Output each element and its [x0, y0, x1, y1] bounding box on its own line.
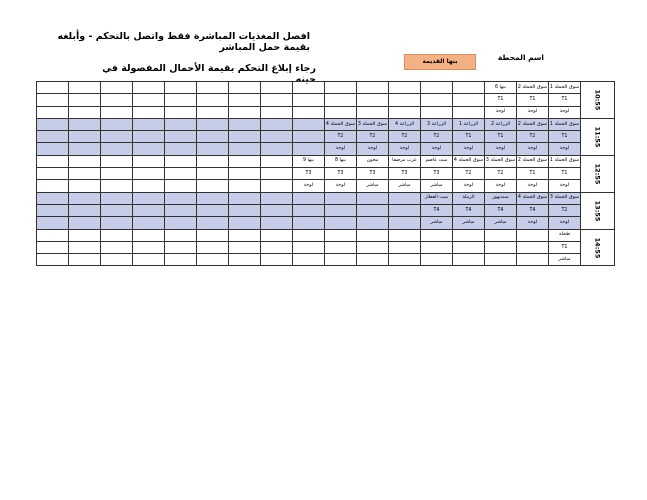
schedule-row	[37, 241, 615, 253]
schedule-row	[37, 82, 615, 94]
schedule-cell	[69, 217, 101, 229]
schedule-cell: سوق الجملة 1	[549, 155, 581, 167]
schedule-cell	[293, 192, 325, 204]
time-slot-cell	[581, 82, 615, 119]
schedule-cell: سوق الجملة 1	[549, 118, 581, 130]
schedule-cell	[453, 82, 485, 94]
schedule-cell	[165, 82, 197, 94]
schedule-cell: سوق الجملة 4	[517, 192, 549, 204]
schedule-cell	[389, 254, 421, 266]
schedule-cell: لوحة	[517, 106, 549, 118]
schedule-cell	[389, 94, 421, 106]
schedule-cell	[197, 254, 229, 266]
schedule-cell: لوحة	[549, 143, 581, 155]
schedule-row	[37, 254, 615, 266]
schedule-cell	[133, 254, 165, 266]
schedule-cell	[421, 82, 453, 94]
schedule-cell: T3	[357, 168, 389, 180]
time-slot-cell	[581, 229, 615, 266]
schedule-cell	[101, 82, 133, 94]
schedule-cell	[197, 229, 229, 241]
schedule-cell	[453, 241, 485, 253]
time-slot-cell	[581, 192, 615, 229]
schedule-cell	[37, 204, 69, 216]
schedule-cell	[197, 82, 229, 94]
schedule-cell: T1	[453, 131, 485, 143]
time-slot-label: 11:55	[593, 126, 602, 148]
schedule-cell	[101, 192, 133, 204]
schedule-cell	[389, 229, 421, 241]
schedule-cell	[293, 217, 325, 229]
schedule-cell	[133, 143, 165, 155]
schedule-cell	[389, 82, 421, 94]
schedule-cell	[229, 118, 261, 130]
schedule-cell	[69, 106, 101, 118]
time-slot-label: 10:55	[593, 89, 602, 111]
time-slot-cell	[581, 118, 615, 155]
schedule-cell	[261, 254, 293, 266]
schedule-cell	[517, 229, 549, 241]
schedule-cell	[37, 241, 69, 253]
schedule-cell: مباشر	[549, 254, 581, 266]
schedule-cell	[197, 143, 229, 155]
schedule-cell: سوق الجملة 2	[517, 118, 549, 130]
schedule-cell: T1	[485, 94, 517, 106]
schedule-cell	[293, 143, 325, 155]
schedule-cell	[37, 180, 69, 192]
schedule-row	[37, 180, 615, 192]
schedule-cell	[165, 143, 197, 155]
schedule-cell	[293, 204, 325, 216]
schedule-cell	[165, 229, 197, 241]
schedule-cell: لوحة	[485, 106, 517, 118]
schedule-cell	[261, 180, 293, 192]
schedule-cell: محون	[357, 155, 389, 167]
schedule-row	[37, 94, 615, 106]
schedule-cell	[261, 217, 293, 229]
schedule-cell: لوحة	[453, 180, 485, 192]
schedule-cell: طحلة	[549, 229, 581, 241]
schedule-cell	[357, 94, 389, 106]
schedule-cell: مباشر	[389, 180, 421, 192]
schedule-cell	[37, 254, 69, 266]
schedule-cell	[389, 241, 421, 253]
schedule-cell	[229, 180, 261, 192]
schedule-cell	[357, 82, 389, 94]
schedule-cell	[37, 155, 69, 167]
schedule-cell	[325, 94, 357, 106]
schedule-cell	[229, 94, 261, 106]
schedule-cell	[261, 131, 293, 143]
schedule-cell	[197, 168, 229, 180]
schedule-cell: لوحة	[293, 180, 325, 192]
schedule-cell	[325, 241, 357, 253]
schedule-cell: T3	[325, 168, 357, 180]
schedule-cell	[165, 254, 197, 266]
schedule-cell	[229, 131, 261, 143]
schedule-cell	[101, 180, 133, 192]
time-slot-label: 14:55	[593, 237, 602, 258]
schedule-cell	[133, 204, 165, 216]
schedule-row	[37, 229, 615, 241]
schedule-cell	[229, 192, 261, 204]
schedule-cell: T2	[357, 131, 389, 143]
schedule-row	[37, 204, 615, 216]
schedule-cell: T1	[517, 168, 549, 180]
schedule-cell	[325, 192, 357, 204]
schedule-cell	[421, 254, 453, 266]
schedule-cell: مباشر	[485, 217, 517, 229]
schedule-cell	[389, 217, 421, 229]
schedule-cell: T2	[453, 168, 485, 180]
schedule-cell: الزراعة 2	[485, 118, 517, 130]
schedule-row	[37, 168, 615, 180]
schedule-cell: لوحة	[325, 143, 357, 155]
schedule-cell: T2	[485, 168, 517, 180]
schedule-cell: T4	[517, 204, 549, 216]
schedule-cell	[165, 131, 197, 143]
schedule-cell	[389, 192, 421, 204]
schedule-row	[37, 143, 615, 155]
schedule-cell	[101, 254, 133, 266]
schedule-cell	[229, 143, 261, 155]
schedule-row	[37, 192, 615, 204]
schedule-cell: T2	[325, 131, 357, 143]
schedule-cell	[101, 106, 133, 118]
schedule-cell	[261, 82, 293, 94]
schedule-cell	[69, 180, 101, 192]
schedule-row	[37, 217, 615, 229]
schedule-cell: T4	[421, 204, 453, 216]
schedule-cell: بنها 8	[325, 155, 357, 167]
schedule-cell: لوحة	[517, 217, 549, 229]
schedule-cell	[37, 229, 69, 241]
schedule-cell	[261, 168, 293, 180]
schedule-cell	[101, 94, 133, 106]
schedule-cell	[133, 118, 165, 130]
schedule-cell	[197, 192, 229, 204]
schedule-cell: مباشر	[421, 180, 453, 192]
schedule-cell	[165, 180, 197, 192]
schedule-cell: سوق الجملة 3	[357, 118, 389, 130]
schedule-cell	[389, 106, 421, 118]
schedule-cell	[517, 254, 549, 266]
instruction-title: افصل المغذيات المباشرة فقط واتصل بالتحكم - وأبلغه بقيمة حمل المباشر	[57, 31, 310, 53]
schedule-cell	[197, 94, 229, 106]
schedule-cell: بنها 6	[485, 82, 517, 94]
schedule-cell	[133, 241, 165, 253]
schedule-cell	[357, 204, 389, 216]
schedule-cell: T1	[549, 168, 581, 180]
schedule-cell: لوحة	[549, 180, 581, 192]
schedule-cell: بنها 9	[293, 155, 325, 167]
schedule-cell: الزراعة 3	[421, 118, 453, 130]
schedule-cell	[133, 94, 165, 106]
schedule-cell	[101, 204, 133, 216]
schedule-cell	[101, 241, 133, 253]
schedule-cell	[37, 143, 69, 155]
schedule-cell	[165, 168, 197, 180]
schedule-cell: لوحة	[325, 180, 357, 192]
schedule-cell	[197, 131, 229, 143]
schedule-cell	[485, 241, 517, 253]
schedule-cell	[165, 118, 197, 130]
schedule-cell	[421, 94, 453, 106]
schedule-cell	[37, 106, 69, 118]
schedule-cell	[101, 118, 133, 130]
schedule-cell	[133, 229, 165, 241]
schedule-cell	[229, 168, 261, 180]
schedule-cell	[261, 192, 293, 204]
schedule-cell: T1	[517, 94, 549, 106]
schedule-cell: لوحة	[389, 143, 421, 155]
schedule-cell: لوحة	[421, 143, 453, 155]
load-shedding-schedule-table	[36, 81, 615, 266]
schedule-cell	[197, 155, 229, 167]
schedule-cell	[165, 217, 197, 229]
schedule-cell	[197, 241, 229, 253]
schedule-cell	[229, 82, 261, 94]
schedule-cell	[325, 229, 357, 241]
schedule-cell: T3	[293, 168, 325, 180]
schedule-cell: سندنهور	[485, 192, 517, 204]
schedule-cell	[357, 217, 389, 229]
schedule-cell	[133, 217, 165, 229]
schedule-cell	[453, 254, 485, 266]
schedule-cell	[37, 168, 69, 180]
schedule-cell: T2	[389, 131, 421, 143]
schedule-cell	[69, 229, 101, 241]
schedule-cell	[357, 229, 389, 241]
schedule-cell: T1	[549, 94, 581, 106]
schedule-cell	[357, 106, 389, 118]
schedule-cell	[229, 254, 261, 266]
schedule-row	[37, 118, 615, 130]
schedule-cell	[293, 254, 325, 266]
time-slot-cell	[581, 155, 615, 192]
station-name-box: بنها القديمة	[404, 54, 476, 70]
schedule-cell: T2	[421, 131, 453, 143]
schedule-cell	[101, 143, 133, 155]
schedule-cell	[37, 94, 69, 106]
schedule-cell: سوق الجملة 3	[549, 192, 581, 204]
instruction-subtitle: رجاء إبلاغ التحكم بقيمة الأحمال المفصولة في حينه	[102, 63, 316, 85]
schedule-cell: ميت العطار	[421, 192, 453, 204]
schedule-cell	[197, 106, 229, 118]
schedule-cell	[133, 131, 165, 143]
schedule-cell	[293, 241, 325, 253]
schedule-cell: ميت عاصم	[421, 155, 453, 167]
time-slot-label: 13:55	[593, 200, 602, 221]
schedule-cell	[69, 168, 101, 180]
schedule-cell	[485, 254, 517, 266]
schedule-cell: لوحة	[485, 143, 517, 155]
schedule-cell	[37, 192, 69, 204]
schedule-cell	[261, 155, 293, 167]
schedule-cell	[165, 94, 197, 106]
schedule-cell	[133, 82, 165, 94]
schedule-cell: T4	[485, 204, 517, 216]
schedule-cell	[37, 82, 69, 94]
schedule-cell	[357, 192, 389, 204]
schedule-cell	[69, 155, 101, 167]
schedule-row	[37, 155, 615, 167]
schedule-cell	[69, 204, 101, 216]
schedule-cell	[165, 192, 197, 204]
schedule-cell	[197, 180, 229, 192]
schedule-cell	[37, 217, 69, 229]
schedule-cell	[133, 106, 165, 118]
schedule-cell	[261, 94, 293, 106]
schedule-cell	[517, 241, 549, 253]
schedule-cell	[165, 241, 197, 253]
schedule-cell	[325, 204, 357, 216]
schedule-cell: مباشر	[357, 180, 389, 192]
schedule-cell	[229, 204, 261, 216]
schedule-row	[37, 106, 615, 118]
schedule-cell	[229, 241, 261, 253]
schedule-cell: سوق الجملة 3	[485, 155, 517, 167]
schedule-cell: سوق الجملة 1	[549, 82, 581, 94]
schedule-cell: T2	[517, 131, 549, 143]
schedule-cell: سوق الجملة 4	[325, 118, 357, 130]
schedule-cell	[357, 254, 389, 266]
schedule-cell: لوحة	[485, 180, 517, 192]
schedule-cell	[133, 180, 165, 192]
schedule-row	[37, 131, 615, 143]
schedule-cell	[229, 229, 261, 241]
schedule-cell: T3	[421, 168, 453, 180]
schedule-cell	[229, 155, 261, 167]
schedule-cell	[261, 118, 293, 130]
schedule-cell	[421, 241, 453, 253]
schedule-cell	[101, 131, 133, 143]
schedule-cell: لوحة	[549, 106, 581, 118]
schedule-cell: T2	[549, 204, 581, 216]
schedule-cell	[325, 82, 357, 94]
schedule-cell: T1	[549, 241, 581, 253]
schedule-cell	[197, 204, 229, 216]
schedule-cell	[69, 192, 101, 204]
schedule-cell: مباشر	[421, 217, 453, 229]
schedule-cell	[69, 94, 101, 106]
schedule-cell: سوق الجملة 2	[517, 155, 549, 167]
schedule-cell	[485, 229, 517, 241]
schedule-cell	[261, 229, 293, 241]
schedule-cell: عزب مرصفا	[389, 155, 421, 167]
schedule-cell	[325, 254, 357, 266]
schedule-cell	[165, 155, 197, 167]
schedule-cell	[37, 131, 69, 143]
schedule-cell	[389, 204, 421, 216]
schedule-cell	[197, 217, 229, 229]
schedule-cell	[261, 204, 293, 216]
schedule-cell	[133, 192, 165, 204]
schedule-cell: الزراعة 4	[389, 118, 421, 130]
schedule-cell	[101, 168, 133, 180]
schedule-cell: الرملة	[453, 192, 485, 204]
schedule-cell	[453, 229, 485, 241]
schedule-cell: الزراعة 1	[453, 118, 485, 130]
schedule-cell	[261, 143, 293, 155]
schedule-cell	[421, 106, 453, 118]
schedule-cell: T1	[485, 131, 517, 143]
schedule-cell	[261, 106, 293, 118]
schedule-cell	[453, 94, 485, 106]
schedule-cell	[293, 106, 325, 118]
schedule-cell	[421, 229, 453, 241]
schedule-cell	[69, 118, 101, 130]
schedule-cell	[69, 143, 101, 155]
schedule-cell	[293, 229, 325, 241]
schedule-cell	[101, 155, 133, 167]
schedule-cell: T1	[549, 131, 581, 143]
schedule-cell: لوحة	[517, 180, 549, 192]
schedule-cell: لوحة	[357, 143, 389, 155]
schedule-cell	[69, 82, 101, 94]
schedule-cell	[69, 131, 101, 143]
schedule-cell: سوق الجملة 4	[453, 155, 485, 167]
schedule-cell	[293, 131, 325, 143]
schedule-cell	[293, 118, 325, 130]
schedule-cell: T4	[453, 204, 485, 216]
schedule-cell	[453, 106, 485, 118]
schedule-cell	[293, 82, 325, 94]
schedule-cell	[229, 217, 261, 229]
schedule-cell: مباشر	[453, 217, 485, 229]
schedule-cell	[101, 217, 133, 229]
schedule-cell	[69, 254, 101, 266]
schedule-cell: T3	[389, 168, 421, 180]
schedule-cell: لوحة	[453, 143, 485, 155]
time-slot-label: 12:55	[593, 163, 602, 185]
schedule-cell	[229, 106, 261, 118]
schedule-cell: لوحة	[549, 217, 581, 229]
schedule-cell	[325, 217, 357, 229]
schedule-cell	[165, 106, 197, 118]
schedule-cell	[133, 155, 165, 167]
schedule-cell	[293, 94, 325, 106]
schedule-cell	[165, 204, 197, 216]
schedule-cell	[133, 168, 165, 180]
schedule-cell	[37, 118, 69, 130]
schedule-cell	[69, 241, 101, 253]
schedule-cell	[261, 241, 293, 253]
schedule-cell	[101, 229, 133, 241]
schedule-cell: لوحة	[517, 143, 549, 155]
schedule-cell	[325, 106, 357, 118]
schedule-cell	[357, 241, 389, 253]
station-label: اسم المحطة	[497, 53, 544, 62]
schedule-cell: سوق الجملة 2	[517, 82, 549, 94]
schedule-cell	[197, 118, 229, 130]
